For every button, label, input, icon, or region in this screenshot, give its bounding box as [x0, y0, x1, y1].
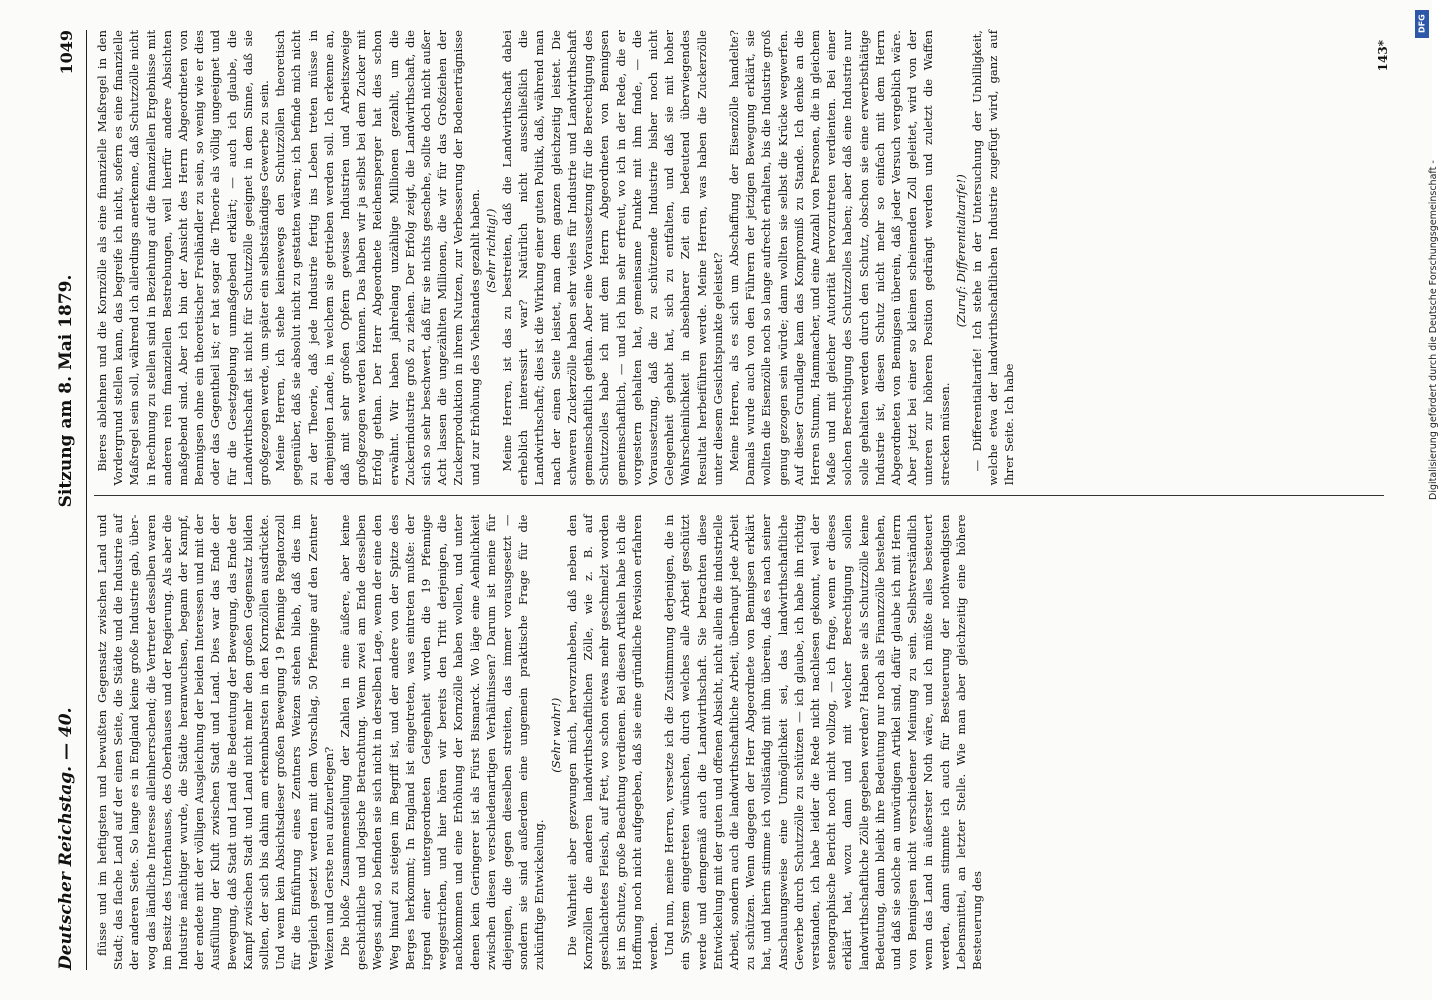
- rotated-page-content: [46, 30, 1390, 970]
- interjection: (Sehr wahr!): [548, 697, 563, 773]
- left-column: [94, 515, 1384, 971]
- paragraph: — Differentialtarife! Ich stehe in der Untersuchung der Unbilligkeit, welche etwa der landwirthschaftlichen Industrie zugefügt wird, ganz auf Ihrer Seite. Ich habe: [969, 30, 1017, 486]
- header-left: Deutscher Reichstag. — 40.: [56, 707, 76, 970]
- dfg-logo: DFG: [1415, 10, 1429, 38]
- paragraph: Die Wahrheit aber gezwungen mich, hervorzuheben, daß neben den Kornzöllen die anderen landwirthschaftlichen Zölle, wie z. B. auf geschlachtetes Fleisch, auf Fett, wo schon etwas mehr geschmelzt worden ist im Schutze, große Beachtung verdienen. Bei diesen Artikeln habe ich die Hoffnung noch nicht aufgegeben, daß sie eine gründliche Revision erfahren werden.: [564, 514, 660, 970]
- paragraph: Meine Herren, ich stehe keineswegs den Schutzzöllen theoretisch gegenüber, daß sie absolut nicht zu gestatten wären; ich befinde mich nicht zu der Theorie, daß jede Industrie fertig ins Leben treten müsse in demjenigen Lande, in welchem sie getrieben werden soll. Ich erkenne an, daß mit sehr großen Opfern gewisse Industrien und Arbeitszweige großgezogen werden können. Das haben wir ja selbst bei dem Zucker mit Erfolg gethan. Der Herr Abgeordnete Reichensperger hat dies schon erwähnt. Wir haben jahrelang unzählige Millionen gezahlt, um die Zuckerindustrie groß zu ziehen. Der Erfolg zeigt, die Landwirthschaft, die sich so sehr beschwert, daß für sie nichts geschehe, sollte doch nicht außer Acht lassen die ungezählten Millionen, die wir für das Großziehen der Zuckerproduktion in ihrem Nutzen, zur Verbesserung der Bodenerträgnisse und zur Erhöhung des Viehstandes gezahlt haben.: [273, 30, 482, 486]
- interjection: (Sehr richtig!): [483, 208, 498, 293]
- paragraph: flüsse und im heftigsten und bewußten Gegensatz zwischen Land und Stadt; das flache Land auf der einen Seite, die Städte und die Industrie auf der anderen Seite. So lange es in England keine große Industrie gab, über-wog das ländliche Interesse alleinherrschend; die Vertreter desselben waren im Besitz des Unterhauses, des Oberhauses und der Regierung. Als aber die Industrie mächtiger wurde, die Städte heranwuchsen, begann der Kampf, der endete mit der völligen Ausgleichung der beiden Interessen und mit der Ausfüllung der Kluft zwischen Stadt und Land. Dies war das Ende der Bewegung, daß Stadt und Land die Bedeutung der Bewegung, das Ende der Kampf zwischen Stadt und Land nicht mehr den großen Gegensatz bilden sollten, der sich bis dahin am erkennbarsten in den Kornzöllen ausdrückte. Und wenn kein Absichtsdieser großen Bewegung 19 Pfennige Regatorzoll für die Einführung eines Zentners Weizen stehen blieb, daß dies im Vergleich gesetzt werden mit dem Vorschlag, 50 Pfennige auf den Zentner Weizen und Gerste neu aufzuerlegen?: [95, 514, 336, 970]
- header-center: Sitzung am 8. Mai 1879.: [56, 274, 76, 508]
- paragraph: Die bloße Zusammenstellung der Zahlen in eine äußere, aber keine geschichtliche und logische Betrachtung. Wenn zwei am Ende desselben Weges sind, so befinden sie sich nicht in derselben Lage, wenn der eine den Weg hinauf zu steigen im Begriff ist, und der andere von der Spitze des Berges herkommt; In England ist eingetreten, was eintreten mußte: der irgend einer untergeordneten Gelegenheit wurden die 19 Pfennige weggestrichen, und hier hören wir bereits den Tritt derjenigen, die nachkommen und eine Erhöhung der Kornzölle haben wollen, und unter denen kein Geringerer ist als Fürst Bismarck. Wo läge eine Aehnlichkeit zwischen diesen verschiedenartigen Verhältnissen? Darum ist meine für diejenigen, die gegen dieselben streiten, das immer vorausgesetzt — sondern sie sind außerdem eine ungemein praktische Frage für die zukünftige Entwickelung.: [338, 514, 547, 970]
- text-columns: [94, 30, 1384, 970]
- right-column: [94, 30, 1384, 497]
- page-header: [46, 30, 87, 970]
- digitization-notice-text: Digitalisierung gefördert durch die Deutsche Forschungsgemeinschaft -: [1428, 160, 1439, 500]
- paragraph: Bieres ablehnen und die Kornzölle als eine finanzielle Maßregel in den Vordergrund stellen kann, das begreife ich nicht, sofern es eine finanzielle Maßregel sein soll, während ich allerdings anerkenne, daß Schutzzölle nicht in Rechnung zu stellen sind in Beziehung auf die finanziellen Ergebnisse mit anderen rein finanziellen Bestrebungen, weil hierfür andere Absichten maßgebend sind. Aber ich bin der Ansicht des Herrn Abgeordneten von Bennigsen ohne ein theoretischer Freihändler zu sein, so wenig wie er dies oder das Gegentheil ist; er hat sogar die Theorie als völlig ungeeignet und für die Gesetzgebung unmaßgebend erklärt; — auch ich glaube, die Landwirthschaft ist nicht für Schutzzölle geeignet in dem Sinne, daß sie großgezogen werde, um später ein selbstständiges Gewerbe zu sein.: [95, 30, 272, 486]
- sheet-mark: 143*: [1376, 40, 1390, 72]
- interjection: (Zuruf: Differentialtarife!): [953, 174, 968, 328]
- paragraph: Und nun, meine Herren, versetze ich die Zustimmung derjenigen, die in ein System eingetreten wünschen, durch welches alle Arbeit geschützt werde und demgemäß auch die Landwirthschaft. Sie betrachten diese Entwickelung mit der guten und offenen Absicht, nicht allein die industrielle Arbeit, sondern auch die landwirthschaftliche Arbeit, überhaupt jede Arbeit zu schützen. Wenn dagegen der Herr Abgeordnete von Bennigsen erklärt hat, und hierin stimme ich vollständig mit ihm überein, daß es nach seiner Anschauungsweise eine Unmöglichkeit sei, das landwirthschaftliche Gewerbe durch Schutzzölle zu schützen — ich glaube, ich habe ihn richtig verstanden, ich habe leider die Rede nicht nachlesen gekonnt, weil der stenographische Bericht noch nicht vollzog, — ich frage, wenn er dieses erklärt hat, wozu dann und mit welcher Berechtigung sollen landwirthschaftliche Zölle gegeben werden? Haben sie als Schutzzölle keine Bedeutung, dann bleibt ihre Bedeutung nur noch als Finanzzölle bestehen, und daß sie solche an unwürdigen Artikel sind, dafür glaube ich mit Herrn von Bennigsen nicht verschiedener Meinung zu sein. Selbstverständlich wenn das Land in äußerster Noth wäre, und ich müßte alles besteuert werden, dann stimmte ich auch für Besteuerung der nothwendigsten Lebensmittel, an letzter Stelle. Wie man aber gleichzeitig eine höhere Besteuerung des: [662, 514, 984, 970]
- paragraph: Meine Herren, als es sich um Abschaffung der Eisenzölle handelte? Damals wurde auch von den Führern der jetzigen Bewegung erklärt, sie wollten die Eisenzölle noch so lange aufrecht erhalten, bis die Industrie groß genug gezogen sein würde; dann wollten sie selbst die Krücke wegwerfen. Auf dieser Grundlage kam das Kompromiß zu Stande. Ich denke an die Herren Stumm, Hammacher, und eine Anzahl von Personen, die in gleichem Maße und mit gleicher Autorität hervorzutreten verdienten. Bei einer solchen Berechtigung des Schutzzolles haben; aber daß eine Industrie nur solle gehalten werden durch den Schutz, obschon sie eine erwerbsthätige Industrie ist, diesen Schutz nicht mehr so einfach mit dem Herrn Abgeordneten von Bennigsen überein, daß jeder Versuch vergeblich wäre. Aber jetzt bei einer so kleinen scheinenden Zoll geleitet, wird von der unteren zur höheren Position gedrängt werden und zuletzt die Waffen strecken müssen.: [726, 30, 952, 486]
- page-number: 1049: [56, 30, 76, 75]
- paragraph: Meine Herren, ist das zu bestreiten, daß die Landwirthschaft dabei erheblich interessirt war? Natürlich nicht ausschließlich die Landwirthschaft; dies ist die Wirkung einer guten Politik, daß, während man nach der einen Seite leistet, man dem ganzen gleichzeitig leistet. Die schweren Zuckerzölle haben sehr vieles für Industrie und Landwirthschaft gemeinschaftlich gethan. Aber eine Voraussetzung für die Berechtigung des Schutzzolles habe ich mit dem Herrn Abgeordneten von Bennigsen gemeinschaftlich, — und ich bin sehr erfreut, wo ich in der Rede, die er vorgestern gehalten hat, gemeinsame Punkte mit ihm finde, — die Voraussetzung, daß die zu schützende Industrie bisher noch nicht Gelegenheit gehabt hat, sich zu entfalten, und daß sie mit hoher Wahrscheinlichkeit in absehbarer Zeit ein bedeutend überwiegendes Resultat herbeiführen werde. Meine Herren, was haben die Zuckerzölle unter diesem Gesichtspunkte geleistet?: [500, 30, 725, 486]
